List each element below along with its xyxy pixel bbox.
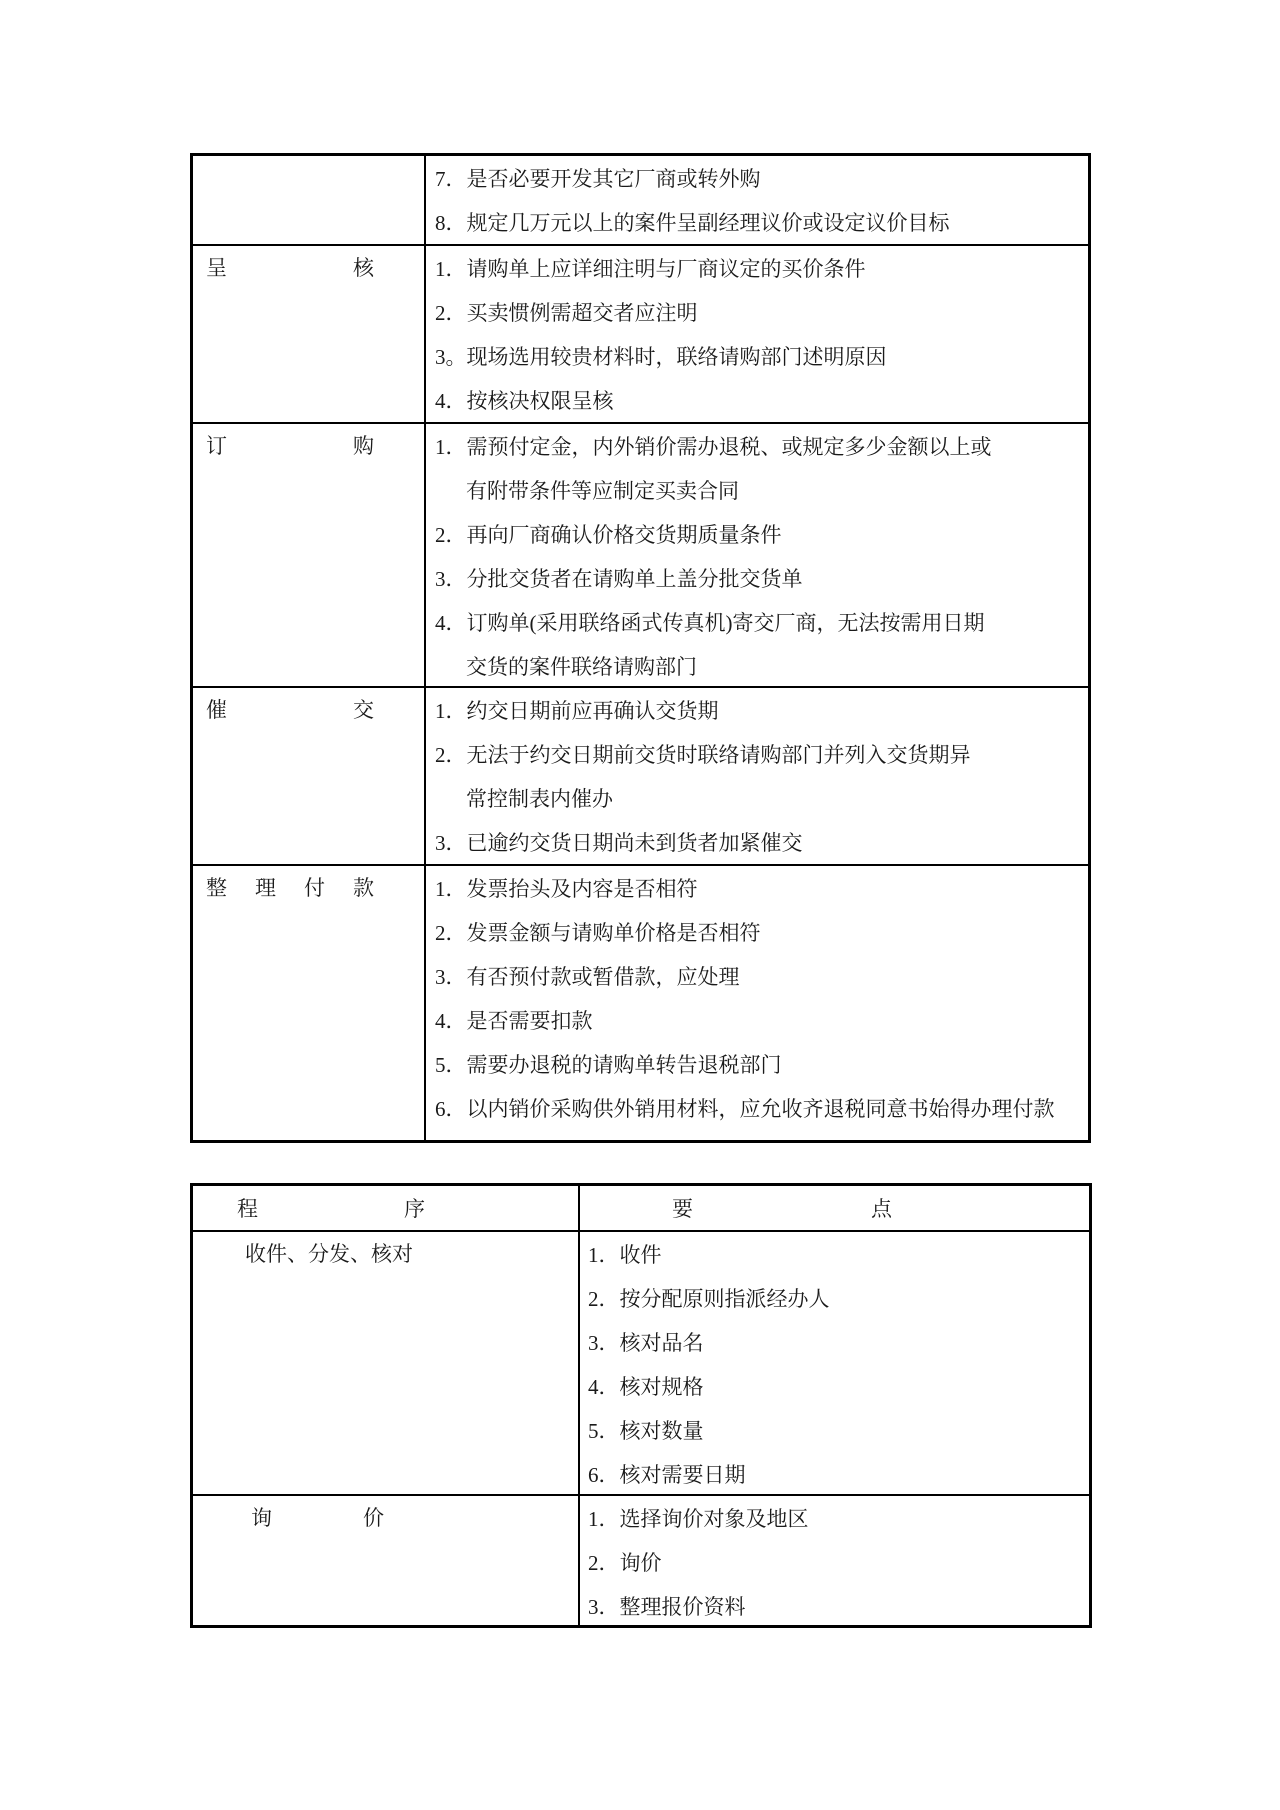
checklist-line: 1．选择询价对象及地区 bbox=[588, 1507, 809, 1531]
checklist-line: 5．核对数量 bbox=[588, 1419, 704, 1443]
checklist-line: 4．按核决权限呈核 bbox=[435, 389, 614, 413]
checklist-line: 6．以内销价采购供外销用材料，应允收齐退税同意书始得办理付款 bbox=[435, 1097, 1055, 1121]
header-procedure-cell bbox=[193, 1186, 580, 1230]
table-row bbox=[193, 866, 1088, 1140]
checklist-line-continuation: 交货的案件联络请购部门 bbox=[466, 655, 697, 679]
table-row bbox=[193, 246, 1088, 424]
row-label-cell bbox=[193, 156, 426, 244]
row-label-cell bbox=[193, 246, 426, 422]
checklist-line: 1．收件 bbox=[588, 1243, 662, 1267]
row-content-cell bbox=[426, 246, 1088, 422]
checklist-line: 2．再向厂商确认价格交货期质量条件 bbox=[435, 523, 782, 547]
checklist-line-continuation: 常控制表内催办 bbox=[466, 787, 613, 811]
row-content-cell bbox=[580, 1496, 1089, 1625]
row-label: 呈核 bbox=[206, 256, 374, 280]
checklist-line: 6．核对需要日期 bbox=[588, 1463, 746, 1487]
table-row bbox=[193, 1232, 1089, 1496]
checklist-line: 3．整理报价资料 bbox=[588, 1595, 746, 1619]
row-content-cell bbox=[426, 688, 1088, 864]
checklist-line-continuation: 有附带条件等应制定买卖合同 bbox=[466, 479, 739, 503]
checklist-line: 2．发票金额与请购单价格是否相符 bbox=[435, 921, 761, 945]
header-keypoints-cell bbox=[580, 1186, 1089, 1230]
row-content-cell bbox=[426, 156, 1088, 244]
header-keypoints-label: 要点 bbox=[672, 1197, 892, 1221]
checklist-line: 4．是否需要扣款 bbox=[435, 1009, 593, 1033]
checklist-line: 3．已逾约交货日期尚未到货者加紧催交 bbox=[435, 831, 803, 855]
row-label-cell bbox=[193, 866, 426, 1140]
row-content-cell bbox=[580, 1232, 1089, 1494]
row-label-cell bbox=[193, 424, 426, 686]
checklist-line: 5．需要办退税的请购单转告退税部门 bbox=[435, 1053, 782, 1077]
table-row bbox=[193, 688, 1088, 866]
checklist-line: 2．无法于约交日期前交货时联络请购部门并列入交货期异 bbox=[435, 743, 971, 767]
checklist-line: 7．是否必要开发其它厂商或转外购 bbox=[435, 167, 761, 191]
checklist-line: 2．询价 bbox=[588, 1551, 662, 1575]
checklist-line: 8．规定几万元以上的案件呈副经理议价或设定议价目标 bbox=[435, 211, 950, 235]
checklist-line: 1．发票抬头及内容是否相符 bbox=[435, 877, 698, 901]
procedure-keypoints-table bbox=[190, 1183, 1092, 1628]
checklist-line: 3。现场选用较贵材料时，联络请购部门述明原因 bbox=[435, 345, 887, 369]
checklist-line: 1．请购单上应详细注明与厂商议定的买价条件 bbox=[435, 257, 866, 281]
checklist-line: 2．按分配原则指派经办人 bbox=[588, 1287, 830, 1311]
procurement-checklist-table bbox=[190, 153, 1091, 1143]
table-row bbox=[193, 1496, 1089, 1625]
table-row bbox=[193, 156, 1088, 246]
checklist-line: 1．需预付定金，内外销价需办退税、或规定多少金额以上或 bbox=[435, 435, 992, 459]
checklist-line: 3．核对品名 bbox=[588, 1331, 704, 1355]
row-label: 整理付款 bbox=[206, 876, 374, 900]
table-row bbox=[193, 424, 1088, 688]
checklist-line: 3．分批交货者在请购单上盖分批交货单 bbox=[435, 567, 803, 591]
table-header-row bbox=[193, 1186, 1089, 1232]
row-label-cell bbox=[193, 1496, 580, 1625]
row-content-cell bbox=[426, 866, 1088, 1140]
row-label-cell bbox=[193, 688, 426, 864]
row-content-cell bbox=[426, 424, 1088, 686]
row-label: 收件、分发、核对 bbox=[245, 1242, 413, 1266]
row-label: 询价 bbox=[251, 1506, 384, 1530]
checklist-line: 1．约交日期前应再确认交货期 bbox=[435, 699, 719, 723]
checklist-line: 3．有否预付款或暂借款，应处理 bbox=[435, 965, 740, 989]
header-procedure-label: 程序 bbox=[237, 1197, 425, 1221]
checklist-line: 2．买卖惯例需超交者应注明 bbox=[435, 301, 698, 325]
checklist-line: 4．核对规格 bbox=[588, 1375, 704, 1399]
row-label: 催交 bbox=[206, 698, 374, 722]
checklist-line: 4．订购单(采用联络函式传真机)寄交厂商，无法按需用日期 bbox=[435, 611, 985, 635]
row-label: 订购 bbox=[206, 434, 374, 458]
row-label-cell bbox=[193, 1232, 580, 1494]
